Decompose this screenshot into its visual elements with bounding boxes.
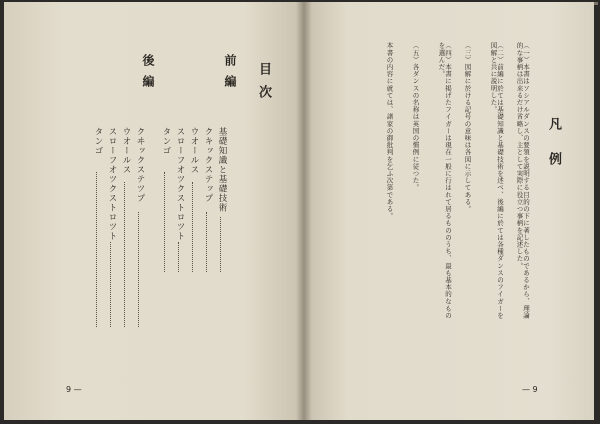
toc-leader: [138, 212, 140, 327]
preface-paragraph: （二）前編に於ては基礎知識と基礎技術を述べ、後編に於ては各種ダンスのフイガーを図解と共に説明した。: [489, 42, 504, 319]
preface-paragraph: 本書の内容に就ては、諸家の御批判を乞ふ次第である。: [385, 42, 394, 220]
toc-front-heading: 前編: [223, 54, 237, 96]
left-page: [4, 2, 304, 420]
toc-leader: [178, 242, 180, 272]
toc-item: タンゴ: [93, 127, 103, 156]
toc-leader: [164, 172, 166, 272]
left-folio: 9 —: [66, 385, 82, 394]
right-folio: — 9: [522, 385, 538, 394]
toc-leader: [192, 182, 194, 272]
preface-paragraph: （三）図解に於ける記号の意味は各図に示してある。: [463, 42, 472, 213]
preface-paragraph: （五）各ダンスの名称は英国の慣例に従つた。: [411, 42, 420, 192]
toc-title: 目次: [256, 62, 271, 108]
toc-item: クキックステップ: [203, 127, 213, 203]
toc-item: スローフオツクストロツト: [175, 127, 185, 241]
toc-item: ウオールス: [189, 127, 199, 175]
preface-paragraph: （一）本書はソシアルダンスの要領を説明する目的の下に著したものであるから、理論的な事柄は出来るだけ省略し、主として実際に役立つ事柄を記述した。: [515, 42, 530, 319]
toc-item: クヰックステツプ: [135, 127, 145, 203]
open-book: [4, 2, 598, 422]
toc-leader: [124, 182, 126, 327]
toc-leader: [96, 172, 98, 327]
toc-item: 基礎知識と基礎技術: [217, 127, 227, 213]
toc-item: タンゴ: [161, 127, 171, 156]
toc-back-heading: 後編: [141, 54, 155, 96]
toc-leader: [220, 217, 222, 272]
toc-leader: [206, 212, 208, 272]
preface-title: 凡例: [546, 117, 561, 187]
preface-paragraph: （四）本書に掲げたフイガーは現在一般に行はれて居るもののうち、最も基本的なものを選んだ。: [437, 42, 452, 319]
toc-item: スローフオツクストロツト: [107, 127, 117, 241]
right-folio-number: 9: [532, 385, 538, 394]
right-page: [304, 2, 594, 420]
toc-item: ウオールス: [121, 127, 131, 175]
left-folio-number: 9: [66, 385, 72, 394]
toc-leader: [110, 242, 112, 327]
